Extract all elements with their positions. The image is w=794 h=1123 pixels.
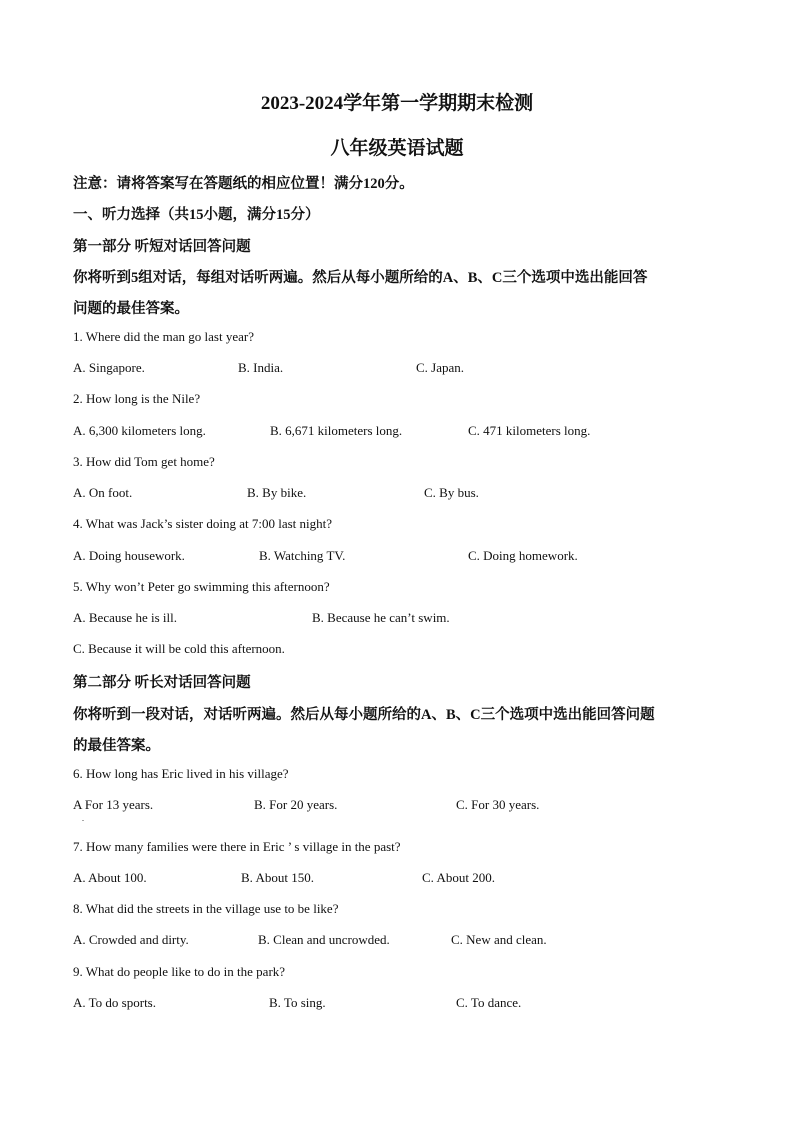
q9-option-c: C. To dance. [456, 995, 522, 1010]
page-subtitle: 八年级英语试题 [330, 138, 464, 159]
question-5: 5. Why won’t Peter go swimming this afternoon? [73, 579, 330, 594]
part1-instruction-line2: 问题的最佳答案。 [73, 301, 189, 317]
q6-option-a: A For 13 years. [73, 797, 154, 812]
q7-option-a: A. About 100. [73, 870, 147, 885]
stray-dot: . [82, 814, 84, 823]
q4-option-c: C. Doing homework. [468, 548, 578, 563]
page-title: 2023-2024学年第一学期期末检测 [260, 93, 534, 114]
notice: 注意：请将答案写在答题纸的相应位置！满分120分。 [73, 176, 414, 192]
part2-instruction-line2: 的最佳答案。 [73, 738, 160, 754]
q5-option-b: B. Because he can’t swim. [312, 610, 450, 625]
q3-option-c: C. By bus. [424, 485, 479, 500]
q8-option-a: A. Crowded and dirty. [73, 932, 189, 947]
q2-option-c: C. 471 kilometers long. [468, 423, 591, 438]
q9-option-b: B. To sing. [269, 995, 326, 1010]
question-9: 9. What do people like to do in the park? [73, 964, 286, 979]
q8-option-b: B. Clean and uncrowded. [258, 932, 390, 947]
part2-instruction-line1: 你将听到一段对话，对话听两遍。然后从每小题所给的A、B、C三个选项中选出能回答问题 [73, 707, 655, 723]
q1-option-a: A. Singapore. [73, 360, 145, 375]
question-7: 7. How many families were there in Eric ’ s village in the past? [73, 839, 401, 854]
q5-option-a: A. Because he is ill. [73, 610, 177, 625]
q8-option-c: C. New and clean. [451, 932, 547, 947]
part1-instruction-line1: 你将听到5组对话，每组对话听两遍。然后从每小题所给的A、B、C三个选项中选出能回答 [73, 270, 648, 286]
part2-heading: 第二部分 听长对话回答问题 [73, 675, 251, 691]
question-2: 2. How long is the Nile? [73, 391, 201, 406]
q1-option-b: B. India. [238, 360, 284, 375]
part1-heading: 第一部分 听短对话回答问题 [73, 239, 251, 255]
q2-option-a: A. 6,300 kilometers long. [73, 423, 206, 438]
q9-option-a: A. To do sports. [73, 995, 156, 1010]
q5-option-c: C. Because it will be cold this afternoon. [73, 641, 285, 656]
q7-option-c: C. About 200. [422, 870, 495, 885]
q4-option-a: A. Doing housework. [73, 548, 185, 563]
q2-option-b: B. 6,671 kilometers long. [270, 423, 403, 438]
question-3: 3. How did Tom get home? [73, 454, 215, 469]
question-1: 1. Where did the man go last year? [73, 329, 254, 344]
q3-option-a: A. On foot. [73, 485, 133, 500]
q3-option-b: B. By bike. [247, 485, 307, 500]
section1-heading: 一、听力选择（共15小题，满分15分） [73, 207, 320, 223]
q1-option-c: C. Japan. [416, 360, 465, 375]
q6-option-c: C. For 30 years. [456, 797, 540, 812]
q6-option-b: B. For 20 years. [254, 797, 338, 812]
q4-option-b: B. Watching TV. [259, 548, 346, 563]
question-4: 4. What was Jack’s sister doing at 7:00 last night? [73, 516, 332, 531]
q7-option-b: B. About 150. [241, 870, 314, 885]
question-6: 6. How long has Eric lived in his village? [73, 766, 289, 781]
question-8: 8. What did the streets in the village use to be like? [73, 901, 339, 916]
